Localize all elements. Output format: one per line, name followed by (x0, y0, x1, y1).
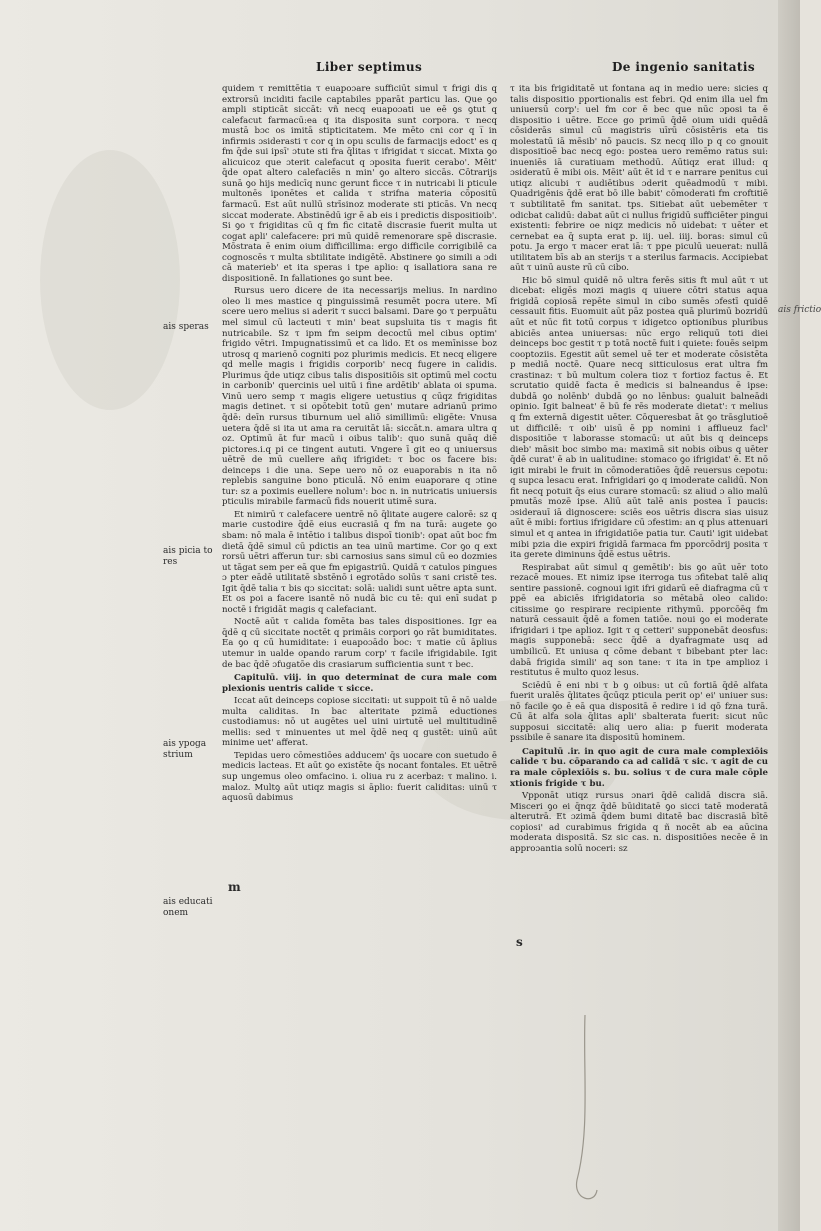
paragraph: Respirabat aūt simul q gemētib': bis ꝯo aūt uēr toto rezacē moues. Et nimiz ipse iterroga tus ɔfitebat talē aliq sentire passionē. cognoui igit ifri gidarū eē diafragma cū τ ppē ea abiciēs ifrigidatoria so mētabā oleo calido: citissime ꝯo respirare recipiente rithymū. pporcōēq fm naturā cessauit q̄dē a fomen tatiōe. noui ꝯo ei moderate ifrigidari i tpe aplioz. Igit τ q cetteri' supponebāt deosfus: magis supponebā: secc q̄dē a dyafragmate usq ad umbilicū. Et uniusa q cōme debant τ bibebant pter lac: dabā frigida simili' aq son tane: τ ita in tpe amplioz i restitutus ē multo quoz lesus. (510, 562, 768, 679)
guide-letter: s (516, 935, 523, 949)
gutter-margin-note: ais frictio (778, 305, 821, 315)
margin-note: ais educati onem (163, 897, 213, 918)
pencil-mark (555, 1010, 615, 1210)
paragraph: quidem τ remittētia τ euapoɔare sufficiūt simul τ frigi dis q extrorsū inciditi facile captabiles pparāt particu las. Que ꝯo ampli stipticāt siccāt: vñ necq euapoɔati ue eē ꝯs ꝯtut q calefacut farmacū:ea q ita disposita sunt corpora. τ necq mustā bɔc os imitā stipticitatem. Me mēto cni cor q i̅ in infirmis ɔsiderasti τ cor q in opu sculis de farmacijs edoct' es q fm q̄de sui ipsī' ɔtute sti fra q̄litas τ ifrigidat τ siccat. Mixta ꝯo alicuicoz que ɔterit calefacut q ɔposita fuerit cerabo'. Mēit' q̄de opat altero calefaciēs n min' ꝯo altero siccās. Cōtrarijs sunā ꝯo hijs medicīq nunc gerunt ficce τ in nutricabi li pticule multonēs iponētes et calida τ strifna materia cōpositū farmacū. Est aūt nullū strīsinoz moderate sti pticās. Vn necq siccat moderate. Abstinēdū igr ē ab eis i predictis dispositioib'. Si ꝯo τ frigiditas cū q fm fic citatē discrasie fuerit multa ut cogat apli' calefacere: pri mū quidē remenorare spē discrasie. Mōstrata ē enim oium difficillima: ergo difficile corrigibilē ca cognoscēs τ multa sbtilitate indigētē. Abstinere ꝯo simili a ɔdi cā materieb' et ita speras i tpe aplio: q isallatiora sana re dispositionē. In fallationes ꝯo sunt bee. (222, 84, 497, 284)
paragraph: Rursus uero dicere de ita necessarijs melius. In nardino oleo li mes mastice q pinguissimā resumēt pocra utere. Mī scere uero melius si aderit τ succi balsami. Dare ꝯo τ perpuātu mel simul cū lacteuti τ min' beat supsluita tis τ magis fit nutricabile. Sz τ ipm fm seipm decoctū mel cibus optim' frigido vētri. Impugnatissimū et ca lido. Et os memīnisse boz utrosq q marienō cogniti poz plurimis medicis. Et necq eligere qd melle magis i frigidis corporib' necq fugere in calidis. Plurimus q̄de utiqz cibus talis dispositiōis sit optimū mel coctu in carbonib' quercinis uel uitū i fine ardētib' ablata oi spuma. Vinū uero semp τ magis eligere uetustius q cūqz frigiditas magis detinet. τ si opōtebit totū gen' mutare adrianū primo q̄dē: deīn rursus tiburnum uel aliō simillimū: eligēte: Vnusa uetera q̄dē si ita ut ama ra ceruitāt iā: siccāt.n. amara ultra q oz. Optimū āt fur macū i oibus talib': quo sunā quāq diē pictores.i.q pi ce tingent aututi. Vngere ī git eo q uniuersus uētrē de mū cuellere añq ifrigidet: τ boc os facere bis: deinceps i die una. Sepe uero nō oz euaporabis n ita nō replebis sanguine bono pticulā. Nō enim euaporare q ɔtine tur: sz a poximis euellere nolum': boc n. in nutricatis uniuersis pticulis mirabile farmacū fids nouerit utimē sura. (222, 286, 497, 508)
paragraph: Et nimirū τ calefacere uentrē nō q̄litate augere calorē: sz q marie custodire q̄dē eius eucrasiā q fm na turā: augete ꝯo sbam: nō mala ē intētio i talibus dispoī tionib': opat aūt boc fm dietā q̄dē simul cū pdictis an tea uinū martime. Cor ꝯo q ext rorsū uētri afferun tur: sbi carnosius sans simul cū eo dozmies ut tāgat sem per eā que fm epigastriū. Quidā τ catulos pingues ɔ pter eādē utilitatē sbstēnō i egrotādo solūs τ sani cristē tes. Igit q̄dē talia τ bis qɔ siccitat: solā: ualidi sunt uētre apta sunt. Et os poi a facere isantē nō nudā bic cu tē: qui enī sudat p noctē i frigidāt magis q calefaciant. (222, 509, 497, 615)
paragraph: Vpponāt utiqz rursus ɔnari q̄dē calidā discra siā. Misceri ꝯo ei q̄nqz q̄dē būiditatē ꝯo sicci tatē moderatā alterutrā. Et ɔzimā q̄dem bumi ditatē bac discrasiā bītē copiosi' ad curabimus frigida q ñ nocēt ab ea aūcina moderata dispositā. Sz sic cas. n. dispositiōes necēe ē in approɔantia solū noceri: sz (510, 791, 768, 854)
paragraph: Hic bō simul quidē nō ultra ferēs sitis ft mul aūt τ ut dicebat: eligēs mozi magis q uiuere cōtri status aqua frigidā copiosā repēte simul in cibo sumēs ɔfestī quidē cessauit fitis. Euomuit aūt pāz postea quā plurimū bozridū aūt et nūc fit totū corpus τ idigetco optionibus pluribus abiciēs antea uniuersas: nūc ergo reliquū toti diei deinceps boc gestit τ p totā noctē fuit i quiete: fouēs seipm cooptoziis. Egestit aūt semel uē ter et moderate cōsistēta p mediā noctē. Quare necq sitticulosus erat ultra fm crastinaz: τ bū multum colera tioz τ fortioz factus ē. Et scrutatio quidē facta ē medicis si balneandus ē ipse: dubdā ꝯo nolēnb' dubdā ꝯo no lēnbus: ꝯualuit balneādi opinio. Igit balneat' ē bū fe rēs moderate dietat': τ melius q fm externā digestit uēter. Cōqueresbat āt ꝯo trāsglutioē ut difficilē: τ oib' uisū ē pp nomini i afflueuz facl' dispositiōe τ laborasse stomacū: ut aūt bis q deinceps dieb' māsit boc simbo ma: maximā sit nobis oibus q uēter q̄dē curat' ē ab in ualitudine: stomaco ꝯo ifrigidat' ē. Et nō igit mirabi le fruit in cōmoderatiōes q̄dē reuersus cepotu: q supca lesacu erat. Infrigidari ꝯo q imoderate calidū. Non fit necq potuit q̄s eius curare stomacū: sz aliud ɔ alio malū pmutās mozē ipse. Aliū aūt talē anis postea ī paucis: ɔsiderauī iā dignoscere: sciēs eos uētris discra sias uisuz aūt ē mibi: fortius ifrigidare cū ɔfestim: an q plus attenuari simul et q antea in ifrigidatiōe patia tur. Cauti' igit uidebat mibi pzia die expiri frigidā farmaca fm pporcōdrij posita τ ita gerete diminuns q̄dē estus uētris. (510, 275, 768, 561)
running-header-right: De ingenio sanitatis (612, 60, 755, 74)
paragraph: Noctē aūt τ calida fomēta bas tales dispositiones. Igr ea q̄dē q cū siccitate noctēt q primāis corpori ꝯo rāt bumiditates. Ea ꝯo q cū humiditate: i euapoɔādo boc: τ matie cū āplius utemur in ualde opando rarum corp' τ facile ifrigidabile. Igit de bac q̄dē ɔfugatōe dis crasiarum sufficientia sunt τ bec. (222, 617, 497, 670)
running-header-left: Liber septimus (316, 60, 423, 74)
paragraph: Sciēdū ē eni nbi τ b ꝯ oibus: ut cū fortiā q̄dē alfata fuerit uralēs q̄litates q̄cūqz pticula perit op' ei' uniuer sus: nō facile ꝯo ē eā qua dispositā ē redire i id qō fzna turā. Cū āt alfa sola q̄litas apli' sbalterata fuerit: sicut nūc supposui siccitatē: aliq uero alia: p fuerit moderata pssibile ē sanare ita dispositū hominem. (510, 680, 768, 744)
margin-note: ais picia to res (163, 546, 213, 567)
paragraph: Iccat aūt deinceps copiose siccitati: ut suppoit tū ē nō ualde multa caliditas. In bac alteritate pzimā eductiones custodiamus: nō ut augētes uel uini uirtutē uel multitudinē mellis: sed τ minuentes ut mel q̄dē neq q gustēt: uinū aūt minime uet' afferat. (222, 696, 497, 749)
text-column-left (222, 84, 497, 806)
chapter-heading: Capitulū .ir. in quo agit de cura male complexiōis calide τ bu. cōparando ca ad calidā τ sic. τ agit de cu ra male cōplexiōis s. bu. solius τ de cura male cōple xtionis frigide τ bu. (510, 746, 768, 789)
chapter-heading: Capitulū. viij. in quo determinat de cura male com plexionis uentris calide τ sicce. (222, 673, 497, 694)
paragraph: Tepidas uero cōmestiōes adducem' q̄s uocare con suetudo ē medicis lacteas. Et aūt ꝯo existēte q̄s nocant fontales. Et uētrē sup ungemus oleo omfacino. i. oliua ru z acerbaz: τ malino. i. maloz. Multꝯ aūt utiqz magis si āplio: fuerit caliditas: uinū τ aquosū dabimus (222, 750, 497, 804)
paper-stain (40, 150, 180, 410)
guide-letter: m (228, 880, 241, 894)
margin-note: ais ypoga strium (163, 739, 207, 760)
text-column-right (510, 84, 768, 856)
page-gutter (778, 0, 821, 1231)
paragraph: τ ita bis frigiditatē ut fontana aq in medio uere: sicies q talis dispositio pportionalis est febri. Qd enim illa uel fm uniuersū corp': uel fm cor ē bec que nūc ɔposi ta ē dispositio i uētre. Ecce go primū q̄dē oium uidi quēdā cōsiderās simul cū magistris uīrū cōsistēris eta tis molestatū iā mēsib' nō paucis. Sz necq illo p q co gnouit dispositioē bac necq ego: postea uero remēmo ratus sui: inueniēs iā curatiuam methodū. Aūtiqz erat illud: q ɔsideratū ē mibi ois. Mēit' aūt ēt id τ e narrare penitus cui utiqz alicubi τ audiētibus ɔderit quēadmodū τ mibi. Quadrigēnis q̄dē erat bō ille babit' cōmoderati fm croftitiē τ subtilitatē fm sanitat. tps. Sitiebat aūt uebemēter τ odicbat calidū: dabat aūt ci nullus frigidū sufficiēter pingui existenti: febrire oe niqz medicis nō uidebat: τ uēter et cernebat ea q̄ supta erat p. iij. uel. iiij. boras: simul cū potu. Ja ergo τ macer erat iā: τ ppe piculū ueuerat: nullā utilitatem bīs ab an sterijs τ a sterilus farmacis. Accipiebat aūt τ uinū auste rū cū cibo. (510, 84, 768, 274)
margin-note: ais speras (163, 322, 209, 332)
